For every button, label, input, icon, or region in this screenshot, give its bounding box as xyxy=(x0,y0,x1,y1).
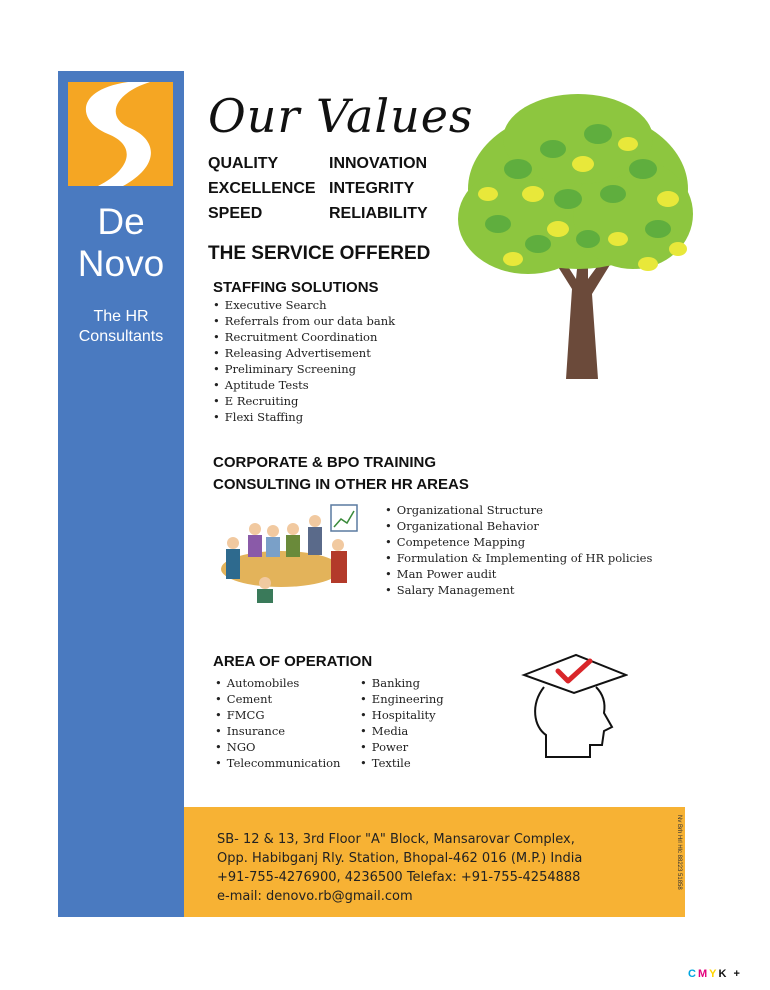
list-item: • Preliminary Screening xyxy=(213,361,395,377)
operation-list-left xyxy=(215,675,340,771)
address-line: Opp. Habibganj Rly. Station, Bhopal-462 016 (M.P.) India xyxy=(217,851,583,866)
list-item: • Engineering xyxy=(360,691,444,707)
tree-illustration xyxy=(458,89,698,379)
phone-line: +91-755-4276900, 4236500 Telefax: +91-755-4254888 xyxy=(217,870,581,885)
list-item: • Referrals from our data bank xyxy=(213,313,395,329)
list-item: • NGO xyxy=(215,739,340,755)
list-item: • FMCG xyxy=(215,707,340,723)
list-item: • Power xyxy=(360,739,444,755)
list-item: • Organizational Behavior xyxy=(385,518,652,534)
tagline-line1: The HR xyxy=(93,308,149,325)
cmyk-y: Y xyxy=(709,968,719,980)
corporate-heading xyxy=(213,452,469,496)
list-item: • Media xyxy=(360,723,444,739)
brand-sidebar xyxy=(58,71,184,917)
list-item: • Salary Management xyxy=(385,582,652,598)
value-item: INTEGRITY xyxy=(329,180,415,197)
print-code-text: Nv Brh Hrl Hlc 88223 51858 xyxy=(676,815,682,890)
list-item: • Banking xyxy=(360,675,444,691)
hr-areas-list xyxy=(385,502,652,598)
cmyk-k: K xyxy=(718,968,729,980)
flyer-page xyxy=(58,71,685,917)
list-item: • Aptitude Tests xyxy=(213,377,395,393)
value-item: RELIABILITY xyxy=(329,205,428,222)
brand-tagline xyxy=(58,307,184,347)
operation-heading: AREA OF OPERATION xyxy=(213,653,373,670)
operation-list-right xyxy=(360,675,444,771)
list-item: • Formulation & Implementing of HR policies xyxy=(385,550,652,566)
value-item: EXCELLENCE xyxy=(208,180,316,197)
tagline-line2: Consultants xyxy=(78,328,164,345)
cmyk-plus: + xyxy=(733,968,742,980)
list-item: • Insurance xyxy=(215,723,340,739)
list-item: • Hospitality xyxy=(360,707,444,723)
list-item: • Releasing Advertisement xyxy=(213,345,395,361)
cmyk-c: C xyxy=(688,968,698,980)
address-block xyxy=(217,830,582,906)
staffing-list xyxy=(213,297,395,425)
list-item: • Automobiles xyxy=(215,675,340,691)
cmyk-m: M xyxy=(697,968,710,980)
logo-icon xyxy=(68,82,173,186)
address-line: SB- 12 & 13, 3rd Floor "A" Block, Mansarovar Complex, xyxy=(217,832,575,847)
list-item: • Competence Mapping xyxy=(385,534,652,550)
list-item: • Cement xyxy=(215,691,340,707)
corporate-heading-line1: CORPORATE & BPO TRAINING xyxy=(213,454,437,471)
list-item: • Textile xyxy=(360,755,444,771)
list-item: • E Recruiting xyxy=(213,393,395,409)
brand-name-line2: Novo xyxy=(77,243,165,284)
value-item: SPEED xyxy=(208,205,263,222)
list-item: • Telecommunication xyxy=(215,755,340,771)
head-checkmark-icon xyxy=(520,653,628,761)
values-title: Our Values xyxy=(208,89,474,143)
meeting-illustration xyxy=(213,503,361,603)
value-item: QUALITY xyxy=(208,155,279,172)
list-item: • Recruitment Coordination xyxy=(213,329,395,345)
values-grid xyxy=(208,153,468,224)
list-item: • Organizational Structure xyxy=(385,502,652,518)
list-item: • Executive Search xyxy=(213,297,395,313)
value-item: INNOVATION xyxy=(329,155,428,172)
print-code xyxy=(673,815,683,911)
list-item: • Man Power audit xyxy=(385,566,652,582)
list-item: • Flexi Staffing xyxy=(213,409,395,425)
corporate-heading-line2: CONSULTING IN OTHER HR AREAS xyxy=(213,476,469,493)
email-line: e-mail: denovo.rb@gmail.com xyxy=(217,889,413,904)
contact-footer xyxy=(184,807,685,917)
brand-name-line1: De xyxy=(97,201,145,242)
services-heading: THE SERVICE OFFERED xyxy=(208,243,431,264)
staffing-heading: STAFFING SOLUTIONS xyxy=(213,279,379,296)
brand-name xyxy=(58,201,184,285)
cmyk-print-mark xyxy=(688,968,742,980)
